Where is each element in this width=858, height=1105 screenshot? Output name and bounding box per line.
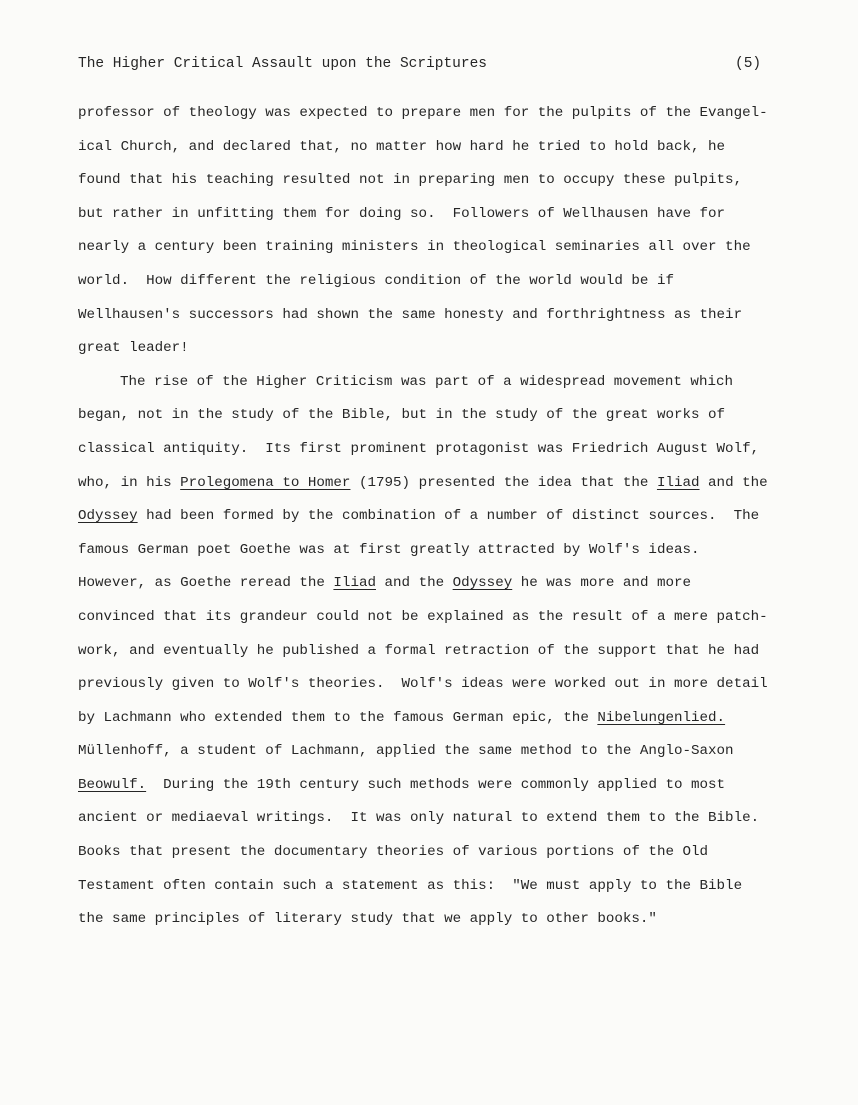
text-run: but rather in unfitting them for doing so. Followers of Wellhausen have for — [78, 205, 726, 222]
text-line — [78, 236, 778, 270]
text-run: However, as Goethe reread the — [78, 575, 334, 592]
paragraph — [78, 102, 778, 371]
text-run: Testament often contain such a statement as this: "We must apply to the Bible — [78, 877, 743, 894]
text-line — [78, 707, 778, 741]
text-line — [78, 438, 778, 472]
text-line — [78, 136, 778, 170]
text-run: the same principles of literary study that we apply to other books." — [78, 911, 657, 928]
text-line — [78, 102, 778, 136]
text-run: great leader! — [78, 340, 189, 357]
running-header-title: The Higher Critical Assault upon the Scriptures — [78, 56, 487, 72]
text-run: had been formed by the combination of a number of distinct sources. The — [137, 508, 760, 525]
text-run: famous German poet Goethe was at first greatly attracted by Wolf's ideas. — [78, 541, 700, 558]
text-line — [78, 640, 778, 674]
text-run: Wellhausen's successors had shown the same honesty and forthrightness as their — [78, 306, 743, 323]
text-run: work, and eventually he published a formal retraction of the support that he had — [78, 642, 760, 659]
text-line — [78, 472, 778, 506]
underlined-title: Iliad — [656, 474, 700, 491]
text-line — [78, 606, 778, 640]
text-line — [78, 304, 778, 338]
text-run: (1795) presented the idea that the — [350, 474, 657, 491]
text-run: world. How different the religious condition of the world would be if — [78, 272, 674, 289]
text-run: and the — [376, 575, 453, 592]
text-run: he was more and more — [512, 575, 692, 592]
text-run: nearly a century been training ministers in theological seminaries all over the — [78, 239, 751, 256]
underlined-title: Odyssey — [452, 575, 513, 592]
text-run: ical Church, and declared that, no matter how hard he tried to hold back, he — [78, 138, 726, 155]
text-line — [78, 673, 778, 707]
text-line — [78, 841, 778, 875]
page-number: (5) — [735, 56, 762, 72]
underlined-title: Beowulf. — [78, 776, 147, 793]
underlined-title: Iliad — [333, 575, 376, 592]
text-line — [78, 505, 778, 539]
text-line — [78, 908, 778, 942]
text-line — [78, 875, 778, 909]
text-run: professor of theology was expected to prepare men for the pulpits of the Evangel- — [78, 105, 768, 121]
text-run: ancient or mediaeval writings. It was only natural to extend them to the Bible. — [78, 810, 760, 827]
text-line — [78, 572, 778, 606]
document-body — [78, 102, 778, 942]
underlined-title: Nibelungenlied. — [597, 709, 726, 726]
text-run: During the 19th century such methods were commonly applied to most — [146, 776, 726, 793]
text-run: began, not in the study of the Bible, but in the study of the great works of — [78, 407, 726, 424]
text-run: who, in his — [78, 474, 181, 491]
text-run: and the — [699, 474, 768, 491]
text-line — [78, 371, 778, 405]
text-run: found that his teaching resulted not in preparing men to occupy these pulpits, — [78, 172, 743, 189]
text-run: Books that present the documentary theories of various portions of the Old — [78, 844, 709, 861]
underlined-title: Prolegomena to Homer — [180, 474, 351, 491]
text-line — [78, 169, 778, 203]
text-line — [78, 539, 778, 573]
text-run: Müllenhoff, a student of Lachmann, applied the same method to the Anglo-Saxon — [78, 743, 734, 760]
text-line — [78, 337, 778, 371]
text-line — [78, 270, 778, 304]
underlined-title: Odyssey — [78, 508, 138, 525]
text-line — [78, 774, 778, 808]
text-run: The rise of the Higher Criticism was part of a widespread movement which — [120, 373, 733, 390]
text-run: convinced that its grandeur could not be explained as the result of a mere patch- — [78, 608, 768, 625]
text-line — [78, 404, 778, 438]
paragraph — [78, 371, 778, 942]
text-run: classical antiquity. Its first prominent protagonist was Friedrich August Wolf, — [78, 440, 760, 457]
text-run: previously given to Wolf's theories. Wolf's ideas were worked out in more detail — [78, 676, 768, 693]
text-run: by Lachmann who extended them to the famous German epic, the — [78, 709, 598, 726]
text-line — [78, 203, 778, 237]
text-line — [78, 740, 778, 774]
text-line — [78, 807, 778, 841]
